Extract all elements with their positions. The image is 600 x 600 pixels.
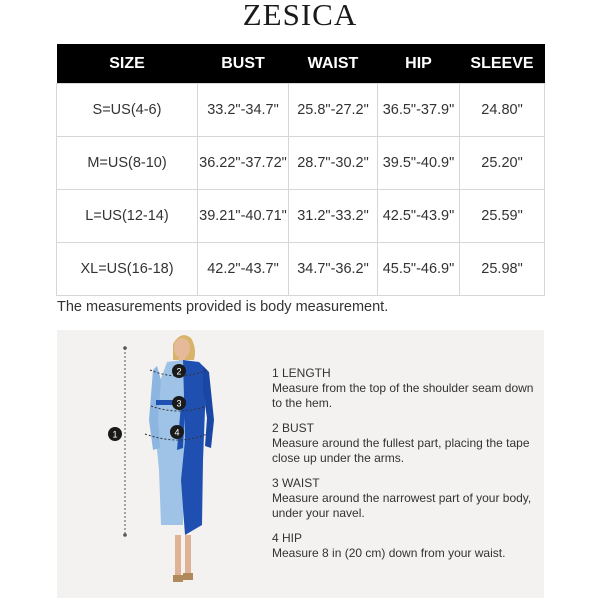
marker-3 <box>172 396 186 410</box>
header-hip: HIP <box>378 44 460 84</box>
cell-size: M=US(8-10) <box>57 137 198 190</box>
cell-hip: 36.5"-37.9" <box>378 84 460 137</box>
table-row <box>57 84 545 137</box>
svg-text:3: 3 <box>176 398 182 409</box>
cell-hip: 45.5"-46.9" <box>378 243 460 296</box>
step-description: Measure 8 in (20 cm) down from your waist. <box>272 546 506 560</box>
cell-size: L=US(12-14) <box>57 190 198 243</box>
cell-bust: 33.2"-34.7" <box>198 84 289 137</box>
step-description: Measure around the fullest part, placing the tape close up under the arms. <box>272 436 530 465</box>
svg-text:2: 2 <box>176 366 182 377</box>
marker-4 <box>170 425 184 439</box>
cell-sleeve: 25.20" <box>460 137 545 190</box>
step-description: Measure from the top of the shoulder seam down to the hem. <box>272 381 534 410</box>
length-guide-line <box>123 346 127 537</box>
cell-size: XL=US(16-18) <box>57 243 198 296</box>
svg-text:4: 4 <box>174 427 180 438</box>
cell-sleeve: 24.80" <box>460 84 545 137</box>
step-title: 1 LENGTH <box>272 366 331 380</box>
marker-1 <box>108 427 122 441</box>
cell-waist: 25.8"-27.2" <box>289 84 378 137</box>
step-title: 2 BUST <box>272 421 315 435</box>
cell-waist: 34.7"-36.2" <box>289 243 378 296</box>
step-description: Measure around the narrowest part of your body, under your navel. <box>272 491 532 520</box>
step-length <box>272 366 542 411</box>
cell-bust: 39.21"-40.71" <box>198 190 289 243</box>
cell-waist: 31.2"-33.2" <box>289 190 378 243</box>
cell-bust: 36.22"-37.72" <box>198 137 289 190</box>
marker-2 <box>172 364 186 378</box>
size-chart-table <box>56 44 545 296</box>
header-waist: WAIST <box>289 44 378 84</box>
brand-logo: ZESICA <box>242 0 358 32</box>
header-size: SIZE <box>57 44 198 84</box>
step-title: 4 HIP <box>272 531 303 545</box>
measurement-note: The measurements provided is body measurement. <box>57 299 389 315</box>
table-header-row <box>57 44 545 84</box>
cell-waist: 28.7"-30.2" <box>289 137 378 190</box>
table-row <box>57 243 545 296</box>
cell-bust: 42.2"-43.7" <box>198 243 289 296</box>
measurement-guide-panel <box>57 330 544 598</box>
svg-text:1: 1 <box>112 429 118 440</box>
model-figure <box>57 330 267 598</box>
cell-sleeve: 25.98" <box>460 243 545 296</box>
table-row <box>57 137 545 190</box>
cell-sleeve: 25.59" <box>460 190 545 243</box>
cell-hip: 42.5"-43.9" <box>378 190 460 243</box>
table-row <box>57 190 545 243</box>
head <box>174 338 190 358</box>
step-waist <box>272 476 542 521</box>
cell-size: S=US(4-6) <box>57 84 198 137</box>
measurement-steps <box>272 366 542 571</box>
header-bust: BUST <box>198 44 289 84</box>
step-hip <box>272 531 542 561</box>
step-title: 3 WAIST <box>272 476 320 490</box>
cell-hip: 39.5"-40.9" <box>378 137 460 190</box>
step-bust <box>272 421 542 466</box>
header-sleeve: SLEEVE <box>460 44 545 84</box>
